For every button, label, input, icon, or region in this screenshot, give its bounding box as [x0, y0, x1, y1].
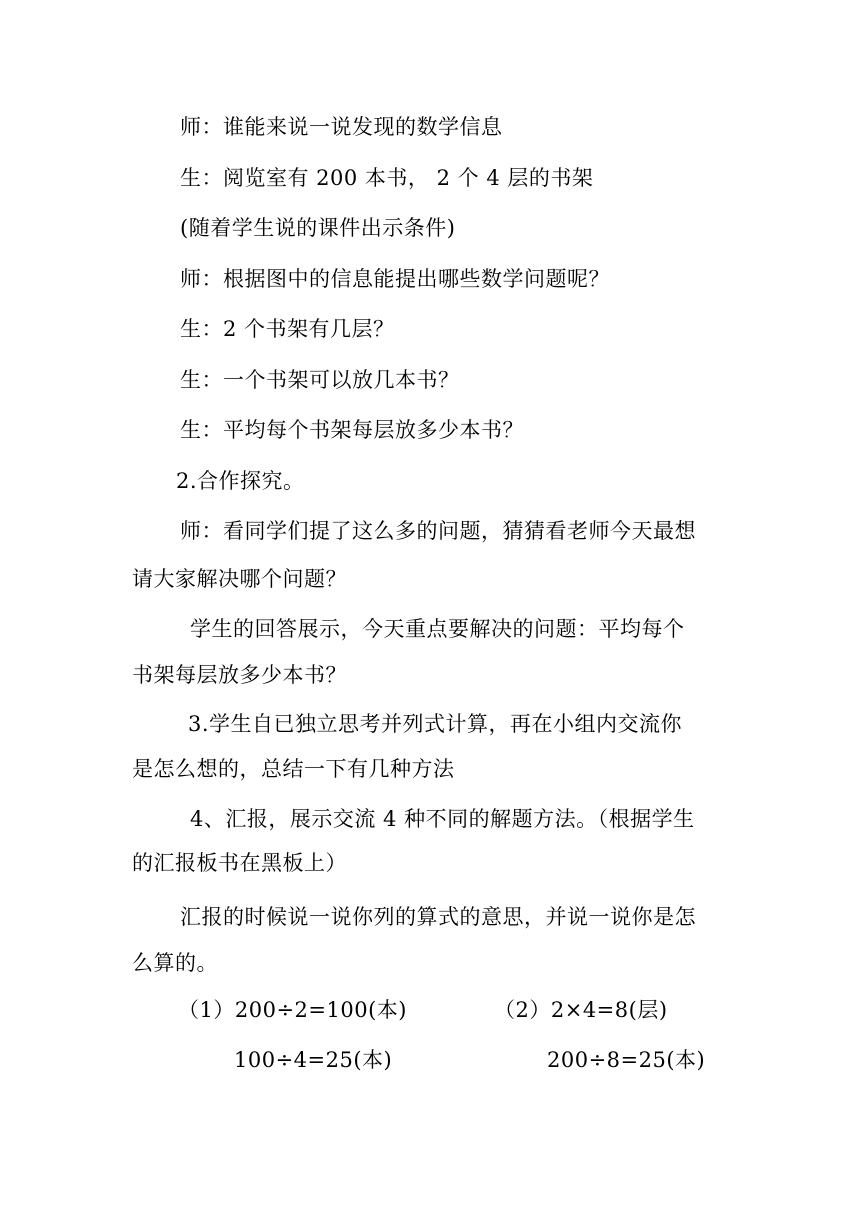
method-2-step-1: （2）2×4=8(层)	[494, 998, 668, 1022]
text-line: 书架每层放多少本书？	[132, 663, 347, 687]
text-line: (随着学生说的课件出示条件)	[180, 216, 456, 240]
text-line: 师：根据图中的信息能提出哪些数学问题呢？	[180, 267, 610, 291]
text-line: 师：看同学们提了这么多的问题，猜猜看老师今天最想	[180, 519, 696, 543]
method-1-step-1: （1）200÷2=100(本)	[178, 998, 407, 1022]
text-line: 学生的回答展示，今天重点要解决的问题：平均每个	[190, 617, 685, 641]
section-heading: 2.合作探究。	[176, 469, 305, 493]
text-line: 生：阅览室有 200 本书， 2 个 4 层的书架	[180, 166, 594, 190]
method-1-step-2: 100÷4=25(本)	[234, 1048, 393, 1072]
method-2-step-2: 200÷8=25(本)	[547, 1048, 706, 1072]
text-line: 的汇报板书在黑板上）	[132, 851, 347, 875]
text-line: 请大家解决哪个问题？	[132, 567, 347, 591]
text-line: 生：2 个书架有几层？	[180, 317, 395, 341]
text-line: 师：谁能来说一说发现的数学信息	[180, 115, 503, 139]
text-line: 生：平均每个书架每层放多少本书？	[180, 418, 524, 442]
text-line: 汇报的时候说一说你列的算式的意思，并说一说你是怎	[180, 905, 696, 929]
text-line: 4、汇报，展示交流 4 种不同的解题方法。（根据学生	[190, 807, 695, 831]
text-line: 3.学生自已独立思考并列式计算，再在小组内交流你	[188, 712, 683, 736]
text-line: 生：一个书架可以放几本书？	[180, 368, 460, 392]
text-line: 是怎么想的，总结一下有几种方法	[132, 757, 455, 781]
text-line: 么算的。	[132, 951, 218, 975]
